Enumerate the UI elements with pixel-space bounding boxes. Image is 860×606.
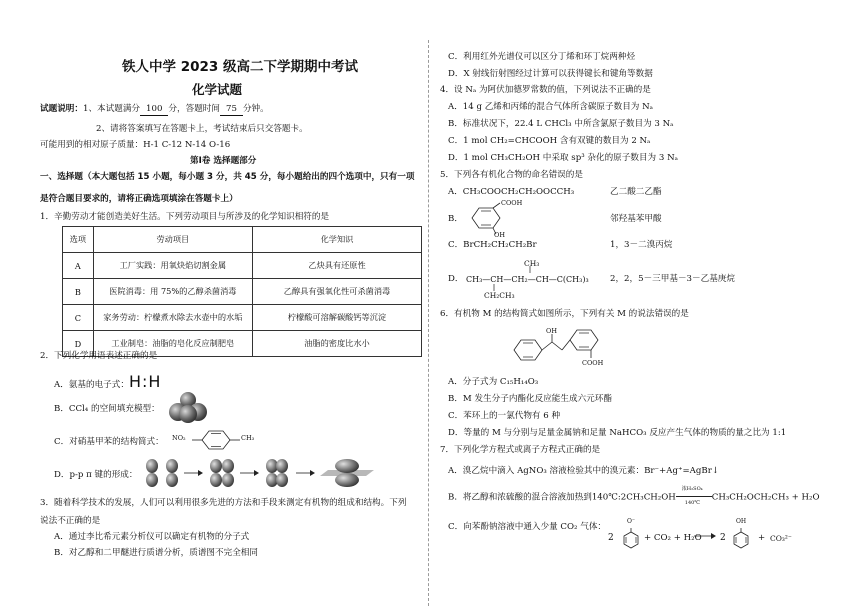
- exam-title: 铁人中学 2023 级高二下学期期中考试: [122, 59, 358, 75]
- row-labor: 医院消毒：用 75%的乙醇杀菌消毒: [93, 279, 252, 305]
- q7-stem: 7．下列化学方程式或离子方程式正确的是: [440, 445, 601, 455]
- row-option: A: [63, 253, 94, 279]
- q5-option-b: B．: [448, 214, 463, 224]
- d-top-branch: CH₃: [524, 259, 540, 268]
- q4-option-d: D．1 mol CH₃CH₂OH 中采取 sp³ 杂化的原子数目为 3 Nₐ: [448, 153, 678, 163]
- c-arrow: [694, 532, 716, 540]
- full-score: 100: [140, 104, 168, 116]
- m-oh-label: OH: [546, 327, 557, 335]
- ccl4-model-icon: [168, 392, 208, 424]
- c-plus2: +: [758, 533, 766, 543]
- amino-electron-formula: H:H: [128, 372, 162, 391]
- q5-option-d: D．: [448, 274, 464, 284]
- q4-stem: 4．设 Nₐ 为阿伏加德罗常数的值，下列说法不正确的是: [440, 85, 651, 95]
- q3-option-d: D．X 射线衍射图经过计算可以获得键长和键角等数据: [448, 69, 653, 79]
- q3-option-c: C．利用红外光谱仪可以区分丁烯和环丁烷两种烃: [448, 52, 636, 62]
- q5-option-a: A．CH₃COOCH₂CH₂OOCCH₃: [448, 187, 575, 197]
- q1-stem: 1．辛勤劳动才能创造美好生活。下列劳动项目与所涉及的化学知识相符的是: [40, 212, 330, 222]
- q6-option-a: A．分子式为 C₁₅H₁₄O₃: [448, 377, 539, 387]
- q3-option-b: B．对乙醇和二甲醚进行质谱分析，质谱图不完全相同: [54, 548, 258, 558]
- q7-b-pre: B．将乙醇和浓硫酸的混合溶液加热到140℃:: [448, 492, 621, 503]
- q4-option-a: A．14 g 乙烯和丙烯的混合气体所含碳原子数目为 Nₐ: [448, 102, 653, 112]
- column-divider: [428, 40, 429, 606]
- instr-mid: 分，答题时间: [168, 104, 220, 114]
- c-o-minus: O⁻: [627, 518, 636, 525]
- d-bottom-branch: CH₂CH₃: [484, 291, 515, 300]
- q5-option-c: C．BrCH₂CH₂CH₂Br: [448, 240, 537, 250]
- c-coef1: 2: [608, 533, 614, 543]
- b-oh-label: OH: [494, 231, 505, 239]
- section-heading-a: 一、选择题（本大题包括 15 小题，每小题 3 分，共 45 分，每小题给出的四个选项中，只有一项: [40, 172, 415, 182]
- b-cooh-label: COOH: [501, 199, 523, 207]
- q2-option-b: B．CCl₄ 的空间填充模型：: [54, 404, 160, 414]
- row-option: B: [63, 279, 94, 305]
- row-knowledge: 柠檬酸可溶解碳酸钙等沉淀: [252, 305, 421, 331]
- row-knowledge: 油脂的密度比水小: [252, 331, 421, 357]
- q4-option-c: C．1 mol CH₂=CHCOOH 含有双键的数目为 2 Nₐ: [448, 136, 651, 146]
- row-labor: 工厂实践：用氧炔焰切割金属: [93, 253, 252, 279]
- c-carbonate-ion: CO₃²⁻: [770, 534, 792, 543]
- c-coef2: 2: [720, 533, 726, 543]
- q1-table: [62, 226, 422, 357]
- q6-option-d: D．等量的 M 与分别与足量金属钠和足量 NaHCO₃ 反应产生气体的物质的量之比为 1:1: [448, 428, 787, 438]
- q7-option-a: A．溴乙烷中滴入 AgNO₃ 溶液检验其中的溴元素：Br⁻+Ag⁺=AgBr↓: [448, 466, 720, 476]
- q5-stem: 5．下列各有机化合物的命名错误的是: [440, 170, 583, 180]
- q6-option-c: C．苯环上的一氯代物有 6 种: [448, 411, 561, 421]
- q7-b-product: CH₃CH₂OCH₂CH₃ + H₂O: [711, 492, 820, 503]
- ch3-label: CH₃: [241, 434, 255, 442]
- q2-stem: 2．下列化学用语表述正确的是: [40, 351, 158, 361]
- cond-bottom: 140℃: [684, 500, 700, 506]
- section-title: 第Ⅰ卷 选择题部分: [190, 156, 257, 166]
- q3-option-a: A．通过李比希元素分析仪可以确定有机物的分子式: [54, 532, 250, 542]
- instr-post: 分钟。: [242, 104, 269, 114]
- header-option: 选项: [63, 227, 94, 253]
- d-main-chain: CH₃—CH—CH₂—CH—C(CH₃)₃: [466, 275, 589, 284]
- q5-a-name: 乙二酸二乙酯: [610, 187, 662, 197]
- header-knowledge: 化学知识: [252, 227, 421, 253]
- table-row: [63, 305, 422, 331]
- q3-stem-line1: 3．随着科学技术的发展，人们可以利用很多先进的方法和手段来测定有机物的组成和结构。下列: [40, 498, 407, 508]
- m-cooh-label: COOH: [582, 359, 604, 367]
- cond-top: 浓H₂SO₄: [681, 486, 703, 492]
- q3-stem-line2: 说法不正确的是: [40, 516, 101, 526]
- section-heading-b: 是符合题目要求的，请将正确选项填涂在答题卡上）: [40, 194, 238, 204]
- instr-pre: 1、本试题满分: [82, 104, 141, 114]
- exam-time: 75: [220, 104, 243, 116]
- header-labor: 劳动项目: [93, 227, 252, 253]
- row-option: D: [63, 331, 94, 357]
- c-plus1: + CO₂ + H₂O: [644, 533, 702, 543]
- row-labor: 家务劳动：柠檬煮水除去水壶中的水垢: [93, 305, 252, 331]
- compound-m-structure: [510, 328, 630, 368]
- table-header-row: [63, 227, 422, 253]
- q7-b-reactant: 2CH₃CH₂OH: [620, 492, 676, 503]
- q2-a-label: A．氨基的电子式：: [54, 380, 129, 390]
- row-knowledge: 乙炔具有还原性: [252, 253, 421, 279]
- q5-b-name: 邻羟基苯甲酸: [610, 214, 662, 224]
- reaction-condition-arrow: [676, 486, 712, 506]
- no2-label: NO₂: [172, 434, 186, 442]
- q4-option-b: B．标准状况下，22.4 L CHCl₃ 中所含氯原子数目为 3 Nₐ: [448, 119, 674, 129]
- q7-option-b: [448, 486, 820, 506]
- q7-option-c: C．向苯酚钠溶液中通入少量 CO₂ 气体：: [448, 522, 607, 532]
- c-oh: OH: [736, 518, 747, 525]
- q6-stem: 6．有机物 M 的结构简式如图所示，下列有关 M 的说法错误的是: [440, 309, 689, 319]
- row-knowledge: 乙醇具有强氧化性可杀菌消毒: [252, 279, 421, 305]
- table-row: [63, 253, 422, 279]
- instructions-line1: [40, 104, 269, 116]
- arrow-line: [676, 496, 712, 497]
- instructions-label: 试题说明：: [40, 104, 83, 114]
- row-labor: 工业制皂：油脂的皂化反应制肥皂: [93, 331, 252, 357]
- p-p-pi-bond-diagram: [140, 458, 380, 488]
- row-option: C: [63, 305, 94, 331]
- q2-option-d: D．p-p π 键的形成：: [54, 470, 138, 480]
- q6-option-b: B．M 发生分子内酯化反应能生成六元环酯: [448, 394, 612, 404]
- table-row: [63, 279, 422, 305]
- atomic-masses: 可能用到的相对原子质量：H-1 C-12 N-14 O-16: [40, 140, 231, 150]
- q5-d-name: 2，2，5－三甲基－3－乙基庚烷: [610, 274, 735, 284]
- instructions-line2: 2、请将答案填写在答题卡上，考试结束后只交答题卡。: [96, 124, 308, 134]
- q2-option-c: C．对硝基甲苯的结构简式：: [54, 437, 164, 447]
- q5-c-name: 1，3－二溴丙烷: [610, 240, 673, 250]
- q2-option-a: [54, 372, 162, 391]
- subject-title: 化学试题: [192, 82, 243, 97]
